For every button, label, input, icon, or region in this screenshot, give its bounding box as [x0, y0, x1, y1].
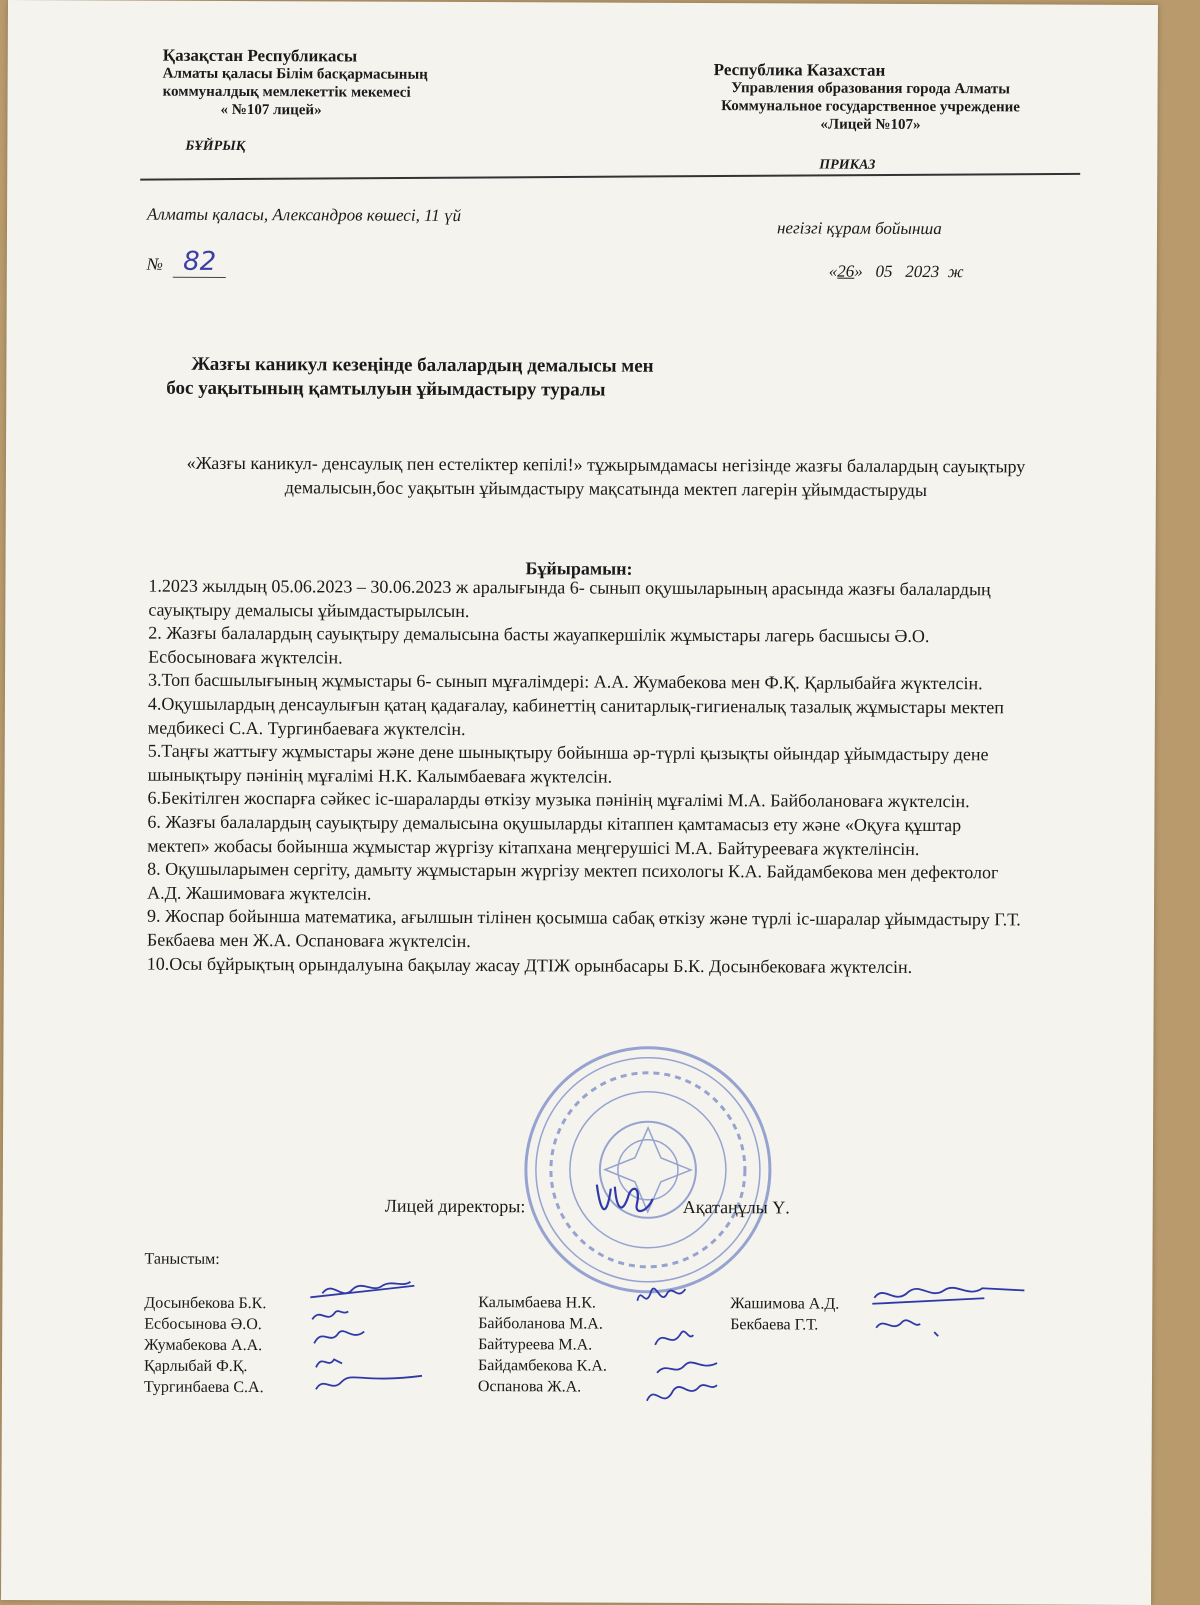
order-item: 9. Жоспар бойынша математика, ағылшын тілінен қосымша сабақ өткізу және түрлі іс-шаралар ұйымдастыру Г.Т. Бекбаева мен Ж.А. Оспановаға жүктелсін.	[146, 905, 1021, 951]
date-suffix: ж	[947, 262, 964, 282]
acquainted-label: Таныстым:	[144, 1250, 220, 1268]
order-item: 8. Оқушыларымен сергіту, дамыту жұмыстарын жүргізу мектеп психологы К.А. Байдамбекова мен дефектолог А.Д. Жашимоваға жүктелсін.	[147, 858, 999, 904]
order-item: 6.Бекітілген жоспарға сәйкес іс-шараларды өткізу музыка пәнінің мұғалімі М.А. Байболановаға жүктелсін.	[147, 787, 970, 812]
title-line1: Жазғы каникул кезеңінде балалардың демалысы мен	[191, 353, 654, 377]
title-line2: бос уақытының қамтылуын ұйымдастыру туралы	[166, 377, 606, 401]
header-right-line3: «Лицей №107»	[820, 116, 921, 133]
director-signature-icon	[589, 1175, 659, 1225]
order-item: 10.Осы бұйрықтың орындалуына бақылау жасау ДТІЖ орынбасары Б.К. Досынбековаға жүктелсін.	[146, 953, 913, 977]
signatory-name: Байдамбекова К.А.	[478, 1357, 607, 1375]
date-year: 2023	[905, 261, 940, 282]
order-item: 6. Жазғы балалардың сауықтыру демалысына оқушыларды кітаппен қамтамасыз ету және «Оқуға құштар мектеп» жобасы бойынша жұмыстар жүргізу кітапхана меңгерушісі М.А. Байтурееваға жүктелінсін.	[147, 811, 962, 859]
document-page	[1, 0, 1158, 1605]
order-item: 5.Таңғы жаттығу жұмыстары және дене шынықтыру бойынша әр-түрлі қызықты ойындар ұйымдастыру дене шынықтыру пәнінің мұғалімі Н.К. Калымбаеваға жүктелсін.	[147, 740, 989, 787]
number-prefix: №	[146, 254, 163, 274]
signatory-name: Байболанова М.А.	[478, 1315, 603, 1333]
header-divider	[140, 173, 1080, 181]
order-number	[147, 247, 227, 277]
document-title	[166, 353, 653, 403]
order-items	[147, 575, 1029, 980]
header-right-country: Республика Казахстан	[713, 60, 886, 80]
header-left-line3: « №107 лицей»	[220, 101, 322, 119]
signatory-name: Қарлыбай Ф.Қ.	[144, 1357, 248, 1376]
signatory-name: Жумабекова А.А.	[144, 1336, 263, 1355]
header-left	[162, 47, 427, 120]
signatory-name: Тургинбаева С.А.	[143, 1378, 264, 1397]
signatory-name: Калымбаева Н.К.	[478, 1294, 596, 1312]
signatures-col3-icon	[864, 1276, 1034, 1347]
order-heading: Бұйырамын:	[525, 558, 633, 579]
signatory-name: Жашимова А.Д.	[730, 1295, 840, 1313]
doc-type-ru: ПРИКАЗ	[819, 157, 876, 173]
signatures-col1-icon	[302, 1271, 433, 1412]
header-right-line2: Коммунальное государственное учреждение	[721, 98, 1020, 116]
order-item: 4.Оқушылардың денсаулығын қатаң қадағалау, кабинеттің санитарлық-гигиеналық тазалық жұмыстары мектеп медбикесі С.А. Тургинбаеваға жүктелсін.	[147, 693, 1004, 739]
order-date: «26» 05 2023 ж	[828, 261, 964, 282]
director-name: Ақатаңұлы Ү.	[682, 1196, 790, 1218]
official-stamp	[520, 1042, 776, 1298]
signatory-name: Оспанова Ж.А.	[477, 1378, 582, 1396]
signatory-name: Байтуреева М.А.	[478, 1336, 593, 1354]
signatories-col2	[478, 1292, 607, 1398]
order-item: 1.2023 жылдың 05.06.2023 – 30.06.2023 ж аралығында 6- сынып оқушыларының арасында жазғы балалардың сауықтыру демалысы ұйымдастырылсын.	[148, 575, 991, 621]
director-label: Лицей директоры:	[384, 1195, 526, 1217]
signatory-name: Есбосынова Ә.О.	[144, 1315, 262, 1334]
header-right	[675, 61, 1065, 135]
header-left-country: Қазақстан Республикасы	[162, 45, 358, 66]
signatories-col1	[144, 1293, 266, 1399]
basis: негізгі құрам бойынша	[776, 218, 942, 239]
number-value: 82	[173, 247, 226, 278]
header-left-line2: коммуналдық мемлекеттік мекемесі	[162, 83, 411, 101]
date-month: 05	[875, 261, 893, 281]
preamble: «Жазғы каникул- денсаулық пен естеліктер кепілі!» тұжырымдамасы негізінде жазғы балалардың сауықтыру демалысын,бос уақытын ұйымдастыру мақсатында мектеп лагерін ұйымдастыруды	[186, 452, 1026, 501]
address: Алматы қаласы, Александров көшесі, 11 үй	[147, 204, 462, 225]
order-item: 2. Жазғы балалардың сауықтыру демалысына басты жауапкершілік жұмыстары лагерь басшысы Ә.О. Есбосыноваға жүктелсін.	[148, 622, 930, 668]
doc-type-kz: БҰЙРЫҚ	[185, 138, 246, 155]
header-left-line1: Алматы қаласы Білім басқармасының	[162, 65, 428, 83]
signatures-col2-icon	[627, 1271, 748, 1422]
signatory-name: Бекбаева Г.Т.	[730, 1316, 819, 1334]
header-right-line1: Управления образования города Алматы	[731, 80, 1011, 98]
signatory-name: Досынбекова Б.К.	[144, 1294, 267, 1313]
order-item: 3.Топ басшылығының жұмыстары 6- сынып мұғалімдері: А.А. Жумабекова мен Ф.Қ. Қарлыбайға жүктелсін.	[147, 669, 983, 694]
date-day: 26	[837, 261, 855, 281]
